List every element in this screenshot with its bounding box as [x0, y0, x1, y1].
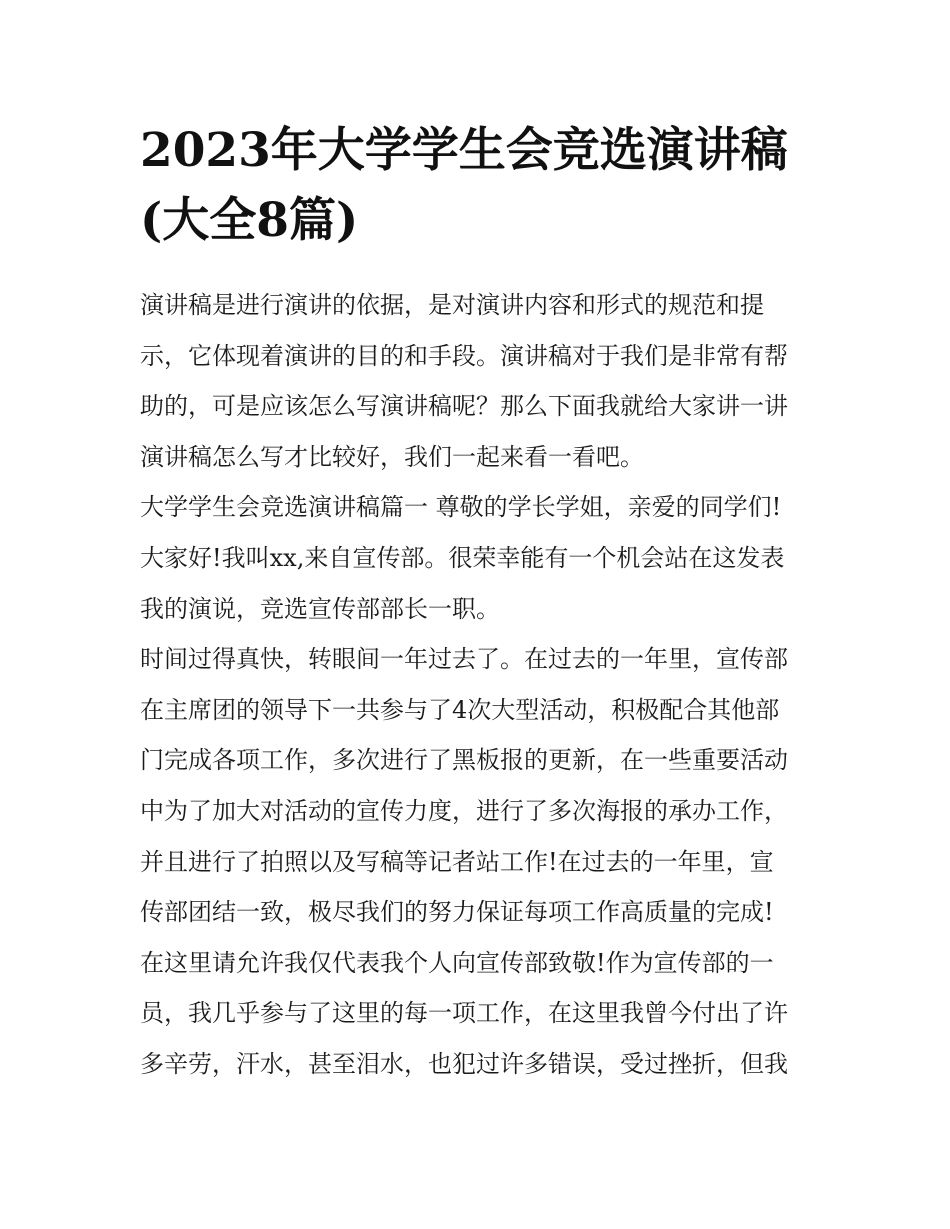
body-line: 时间过得真快，转眼间一年过去了。在过去的一年里，宣传部	[140, 645, 788, 674]
title-line-1: 2023年大学学生会竞选演讲稿	[140, 123, 788, 178]
body-line: 演讲稿怎么写才比较好，我们一起来看一看吧。	[140, 442, 644, 471]
document-title	[140, 116, 820, 256]
body-line: 我的演说，竞选宣传部部长一职。	[140, 594, 500, 623]
document-body	[140, 280, 820, 1090]
body-line: 员，我几乎参与了这里的每一项工作，在这里我曾今付出了许	[140, 999, 788, 1028]
body-line: 大学学生会竞选演讲稿篇一 尊敬的学长学姐，亲爱的同学们!	[140, 493, 782, 522]
body-line: 并且进行了拍照以及写稿等记者站工作!在过去的一年里，宣	[140, 847, 774, 876]
body-line: 中为了加大对活动的宣传力度，进行了多次海报的承办工作，	[140, 796, 788, 825]
body-line: 在主席团的领导下一共参与了4次大型活动，积极配合其他部	[140, 695, 780, 724]
body-line: 演讲稿是进行演讲的依据，是对演讲内容和形式的规范和提	[140, 291, 764, 319]
body-line: 示，它体现着演讲的目的和手段。演讲稿对于我们是非常有帮	[140, 341, 788, 370]
body-line: 大家好!我叫xx,来自宣传部。很荣幸能有一个机会站在这发表	[140, 543, 785, 572]
title-line-2: (大全8篇)	[140, 193, 359, 248]
body-line: 助的，可是应该怎么写演讲稿呢？那么下面我就给大家讲一讲	[140, 392, 788, 421]
body-line: 门完成各项工作，多次进行了黑板报的更新，在一些重要活动	[140, 746, 788, 775]
body-line: 传部团结一致，极尽我们的努力保证每项工作高质量的完成!	[140, 898, 774, 927]
body-line: 在这里请允许我仅代表我个人向宣传部致敬!作为宣传部的一	[140, 948, 774, 977]
body-line: 多辛劳，汗水，甚至泪水，也犯过许多错误，受过挫折，但我	[140, 1049, 788, 1078]
